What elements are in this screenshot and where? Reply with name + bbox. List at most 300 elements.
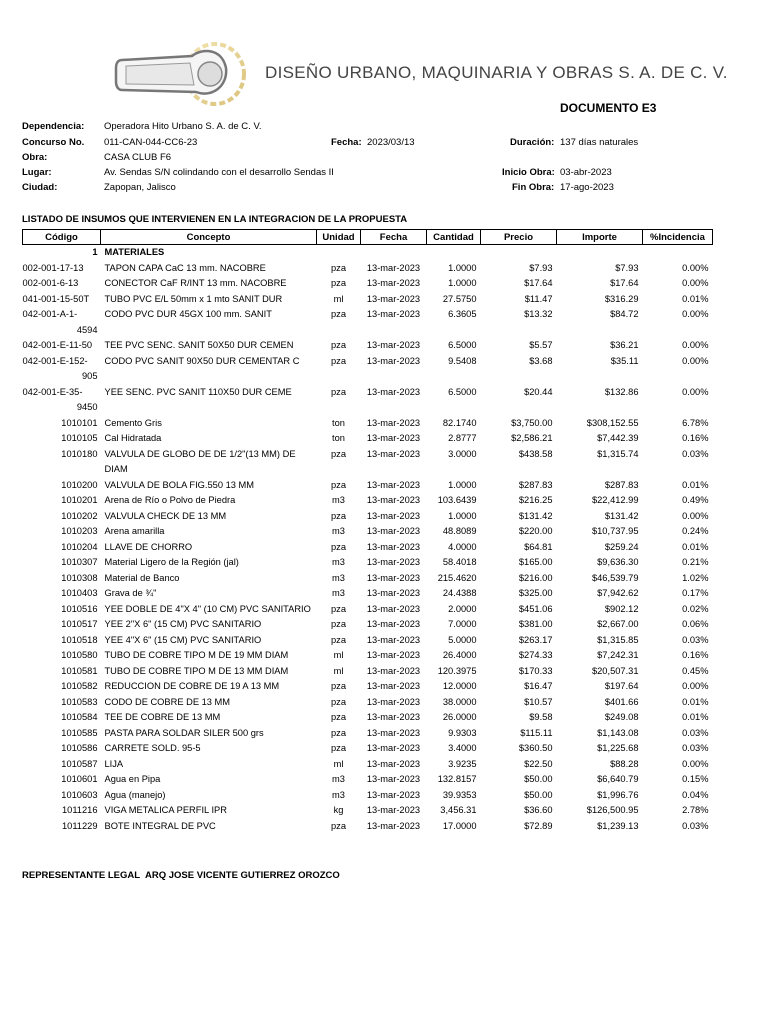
cell-fecha: 13-mar-2023 [366,417,421,428]
cell-unidad: pza [331,727,346,738]
col-header-incidencia: %Incidencia [643,230,713,245]
cell-cantidad: 2.0000 [448,603,477,614]
cell-precio: $220.00 [518,526,553,536]
code-text: 1010586 [61,743,98,753]
company-name: DISEÑO URBANO, MAQUINARIA Y OBRAS S. A. DE C. V. [265,63,728,82]
cell-importe: $401.66 [604,696,639,707]
cell-fecha: 13-mar-2023 [366,557,421,567]
code-text: 1010201 [61,495,98,505]
cell-concepto: Arena amarilla [104,526,165,536]
cell-incidencia: 0.00% [682,681,709,691]
cell-cantidad: 12.0000 [442,681,477,691]
cell-incidencia: 0.02% [682,603,709,614]
cell-precio: $451.06 [518,603,553,614]
cell-codigo [23,633,101,649]
ciudad-label: Ciudad: [22,182,58,193]
code-text: 1010601 [61,774,98,784]
company-logo [112,38,247,110]
cell-fecha: 13-mar-2023 [366,588,421,598]
cell-codigo [23,447,101,478]
cell-cantidad: 6.3605 [448,309,477,319]
obra-value: CASA CLUB F6 [104,152,172,163]
dependencia-label: Dependencia: [22,121,85,132]
cell-codigo [23,602,101,618]
cell-incidencia: 0.06% [682,619,709,629]
cell-cantidad: 4.0000 [448,541,477,552]
table-row [23,447,713,478]
cell-concepto: Agua (manejo) [104,789,166,800]
code-text: 1010518 [61,634,98,645]
table-row [23,757,713,773]
cell-codigo [23,540,101,556]
table-row [23,648,713,664]
cell-concepto: Cemento Gris [104,417,162,428]
cell-fecha: 13-mar-2023 [366,309,421,319]
code-text: 1010587 [61,758,98,769]
col-header-precio: Precio [481,230,557,245]
code-text: 042-001-E-152- [22,355,88,366]
cell-unidad: pza [331,309,346,319]
cell-unidad: pza [331,603,346,614]
cell-fecha: 13-mar-2023 [366,340,421,350]
cell-codigo [23,524,101,540]
duracion-label: Duración: [510,137,555,148]
cell-unidad: pza [331,619,346,629]
table-row [23,338,713,354]
fecha-label: Fecha: [331,137,362,148]
cell-unidad: pza [331,479,346,490]
cell-unidad: pza [331,712,346,722]
cell-precio: $325.00 [518,588,553,598]
cell-incidencia: 0.16% [682,433,709,443]
cell-incidencia: 0.00% [682,262,709,273]
table-row [23,416,713,432]
cell-unidad: ton [332,417,345,428]
cell-fecha: 13-mar-2023 [366,262,421,273]
cell-fecha: 13-mar-2023 [366,665,421,676]
cell-importe: $7,242.31 [597,650,639,660]
cell-concepto: Arena de Río o Polvo de Piedra [104,495,236,505]
cell-unidad: m3 [332,572,345,583]
cell-fecha: 13-mar-2023 [366,355,421,366]
cell-cantidad: 7.0000 [448,619,477,629]
code-text: 1010585 [61,727,98,738]
cell-concepto: TEE PVC SENC. SANIT 50X50 DUR CEMEN [104,340,294,350]
cell-incidencia: 0.00% [682,309,709,319]
cell-concepto: CODO PVC SANIT 90X50 DUR CEMENTAR C [104,355,300,366]
cell-incidencia: 0.00% [682,355,709,366]
table-row [23,726,713,742]
cell-cantidad: 38.0000 [442,696,477,707]
table-row [23,524,713,540]
cell-codigo [23,710,101,726]
cell-importe: $36.21 [610,340,639,350]
cell-precio: $5.57 [529,340,553,350]
col-header-concepto: Concepto [101,230,317,245]
code-continuation: 905 [81,371,98,381]
cell-concepto: Material Ligero de la Región (jal) [104,557,239,567]
cell-incidencia: 0.17% [682,588,709,598]
cell-fecha: 13-mar-2023 [366,572,421,583]
cell-importe: $7.93 [615,262,639,273]
dependencia-value: Operadora Hito Urbano S. A. de C. V. [104,121,262,132]
cell-incidencia: 0.00% [682,758,709,769]
cell-precio: $274.33 [518,650,553,660]
code-continuation: 9450 [76,402,98,412]
cell-importe: $88.28 [610,758,639,769]
lugar-label: Lugar: [22,167,52,178]
cell-fecha: 13-mar-2023 [366,541,421,552]
cell-incidencia: 0.00% [682,278,709,288]
code-continuation: 4594 [76,324,98,335]
table-row [23,354,713,385]
table-row [23,385,713,416]
cell-importe: $132.86 [604,386,639,397]
cell-codigo [23,788,101,804]
cell-cantidad: 9.5408 [448,355,477,366]
cell-concepto: Grava de ¾" [104,588,157,598]
cell-precio: $216.25 [518,495,553,505]
cell-cantidad: 17.0000 [442,820,477,831]
cell-concepto: VALVULA CHECK DE 13 MM [104,510,227,521]
cell-incidencia: 0.00% [682,340,709,350]
cell-cantidad: 215.4620 [437,572,477,583]
col-header-importe: Importe [557,230,643,245]
cell-precio: $72.89 [524,820,553,831]
cell-cantidad: 132.8157 [437,774,477,784]
col-header-codigo: Código [23,230,101,245]
cell-unidad: pza [331,278,346,288]
cell-incidencia: 0.49% [682,495,709,505]
cell-unidad: m3 [332,774,345,784]
code-text: 1010200 [61,479,98,490]
cell-concepto: Agua en Pipa [104,774,161,784]
cell-unidad: pza [331,510,346,521]
cell-incidencia: 0.45% [682,665,709,676]
cell-cantidad: 5.0000 [448,634,477,645]
code-text: 1010204 [61,541,98,552]
cell-importe: $1,239.13 [597,820,639,831]
cell-codigo [23,338,101,354]
cell-fecha: 13-mar-2023 [366,495,421,505]
cell-unidad: pza [331,386,346,397]
cell-concepto: Cal Hidratada [104,433,162,443]
cell-concepto: TUBO PVC E/L 50mm x 1 mto SANIT DUR [104,293,283,304]
cell-cantidad: 82.1740 [442,417,477,428]
cell-fecha: 13-mar-2023 [366,619,421,629]
lugar-value: Av. Sendas S/N colindando con el desarrollo Sendas II [104,167,334,178]
table-header-row [23,230,713,245]
cell-unidad: m3 [332,588,345,598]
cell-importe: $131.42 [604,510,639,521]
cell-concepto: TAPON CAPA CaC 13 mm. NACOBRE [104,262,266,273]
code-text: 1010180 [61,448,98,459]
cell-unidad: ton [332,433,345,443]
cell-cantidad: 1.0000 [448,510,477,521]
code-text: 1010308 [61,572,98,583]
cell-incidencia: 0.03% [682,727,709,738]
cell-codigo [23,307,101,338]
cell-unidad: pza [331,634,346,645]
cell-cantidad: 58.4018 [442,557,477,567]
table-row [23,803,713,819]
cell-concepto: REDUCCION DE COBRE DE 19 A 13 MM [104,681,280,691]
table-row [23,478,713,494]
cell-importe: $1,996.76 [597,789,639,800]
cell-concepto: CODO DE COBRE DE 13 MM [104,696,231,707]
cell-incidencia: 0.01% [682,479,709,490]
cell-precio: $22.50 [524,758,553,769]
cell-concepto: VIGA METALICA PERFIL IPR [104,805,227,815]
group-row [23,245,713,261]
cell-incidencia: 0.04% [682,789,709,800]
cell-importe: $902.12 [604,603,639,614]
cell-precio: $381.00 [518,619,553,629]
cell-importe: $249.08 [604,712,639,722]
cell-fecha: 13-mar-2023 [366,479,421,490]
cell-cantidad: 1.0000 [448,278,477,288]
col-header-fecha: Fecha [361,230,427,245]
cell-fecha: 13-mar-2023 [366,433,421,443]
cell-codigo [23,803,101,819]
table-row [23,261,713,277]
cell-concepto: YEE 2"X 6" (15 CM) PVC SANITARIO [104,619,262,629]
legal-representative-label: REPRESENTANTE LEGAL [22,870,141,881]
cell-unidad: ml [333,665,344,676]
cell-fecha: 13-mar-2023 [366,712,421,722]
cell-concepto: Material de Banco [104,572,180,583]
cell-precio: $287.83 [518,479,553,490]
col-header-cantidad: Cantidad [427,230,481,245]
code-text: 1010584 [61,712,98,722]
table-row [23,819,713,835]
cell-precio: $16.47 [524,681,553,691]
code-text: 1010583 [61,696,98,707]
code-text: 1010202 [61,510,98,521]
table-row [23,571,713,587]
code-text: 1010603 [61,789,98,800]
table-row [23,602,713,618]
cell-cantidad: 1.0000 [448,262,477,273]
cell-fecha: 13-mar-2023 [366,696,421,707]
cell-unidad: m3 [332,789,345,800]
cell-unidad: ml [333,650,344,660]
cell-cantidad: 120.3975 [437,665,477,676]
cell-importe: $17.64 [610,278,639,288]
cell-incidencia: 0.01% [682,541,709,552]
cell-precio: $36.60 [524,805,553,815]
cell-incidencia: 0.03% [682,820,709,831]
cell-concepto: BOTE INTEGRAL DE PVC [104,820,216,831]
cell-fecha: 13-mar-2023 [366,743,421,753]
cell-unidad: pza [331,681,346,691]
cell-precio: $131.42 [518,510,553,521]
table-row [23,509,713,525]
table-row [23,617,713,633]
cell-codigo [23,586,101,602]
cell-cantidad: 26.4000 [442,650,477,660]
cell-incidencia: 2.78% [682,805,709,815]
cell-fecha: 13-mar-2023 [366,805,421,815]
cell-importe: $22,412.99 [591,495,639,505]
cell-precio: $9.58 [529,712,553,722]
cell-incidencia: 0.16% [682,650,709,660]
cell-precio: $17.64 [524,278,553,288]
table-row [23,741,713,757]
cell-importe: $1,315.74 [597,448,639,459]
cell-fecha: 13-mar-2023 [366,510,421,521]
code-text: 002-001-6-13 [22,278,79,288]
cell-unidad: m3 [332,557,345,567]
cell-importe: $316.29 [604,293,639,304]
cell-codigo [23,695,101,711]
cell-importe: $10,737.95 [591,526,639,536]
cell-incidencia: 0.01% [682,696,709,707]
cell-fecha: 13-mar-2023 [366,526,421,536]
cell-unidad: pza [331,743,346,753]
cell-importe: $35.11 [610,355,639,366]
cell-fecha: 13-mar-2023 [366,293,421,304]
cell-cantidad: 103.6439 [437,495,477,505]
cell-unidad: ml [333,293,344,304]
cell-fecha: 13-mar-2023 [366,634,421,645]
cell-cantidad: 6.5000 [448,386,477,397]
cell-codigo [23,555,101,571]
cell-importe: $308,152.55 [586,417,639,428]
code-text: 1010307 [61,557,98,567]
cell-importe: $84.72 [610,309,639,319]
cell-unidad: kg [333,805,344,815]
table-row [23,695,713,711]
table-row [23,710,713,726]
cell-codigo [23,431,101,447]
cell-concepto: YEE DOBLE DE 4"X 4" (10 CM) PVC SANITARIO [104,603,311,614]
ciudad-value: Zapopan, Jalisco [104,182,176,193]
code-text: 1010581 [61,665,98,676]
code-text: 002-001-17-13 [22,262,84,273]
code-text: 1010582 [61,681,98,691]
cell-cantidad: 9.9303 [448,727,477,738]
cell-cantidad: 27.5750 [442,293,477,304]
table-row [23,679,713,695]
cell-concepto: CARRETE SOLD. 95-5 [104,743,201,753]
code-text: 1010516 [61,603,98,614]
cell-unidad: pza [331,541,346,552]
cell-codigo [23,292,101,308]
cell-precio: $170.33 [518,665,553,676]
cell-precio: $10.57 [524,696,553,707]
cell-importe: $287.83 [604,479,639,490]
cell-concepto: VALVULA DE BOLA FIG.550 13 MM [104,479,255,490]
table-row [23,307,713,338]
cell-concepto: TUBO DE COBRE TIPO M DE 13 MM DIAM [104,665,289,676]
cell-concepto: CODO PVC DUR 45GX 100 mm. SANIT [104,309,272,319]
cell-codigo [23,741,101,757]
code-text: 1011216 [61,805,98,815]
cell-fecha: 13-mar-2023 [366,278,421,288]
cell-cantidad: 39.9353 [442,789,477,800]
cell-codigo [23,664,101,680]
cell-incidencia: 0.15% [682,774,709,784]
cell-codigo [23,757,101,773]
cell-unidad: pza [331,355,346,366]
code-text: 1010105 [61,433,98,443]
cell-unidad: pza [331,262,346,273]
cell-concepto: TUBO DE COBRE TIPO M DE 19 MM DIAM [104,650,289,660]
cell-unidad: pza [331,820,346,831]
cell-precio: $438.58 [518,448,553,459]
cell-importe: $1,225.68 [597,743,639,753]
legal-representative-name: ARQ JOSE VICENTE GUTIERREZ OROZCO [145,870,340,881]
cell-incidencia: 0.03% [682,448,709,459]
cell-importe: $197.64 [604,681,639,691]
cell-fecha: 13-mar-2023 [366,727,421,738]
cell-precio: $50.00 [524,789,553,800]
cell-codigo [23,571,101,587]
cell-precio: $115.11 [520,727,553,738]
cell-cantidad: 26.0000 [442,712,477,722]
cell-precio: $3,750.00 [511,417,553,428]
table-row [23,493,713,509]
cell-codigo [23,493,101,509]
cell-fecha: 13-mar-2023 [366,448,421,459]
cell-cantidad: 3.0000 [448,448,477,459]
cell-precio: $20.44 [524,386,553,397]
cell-fecha: 13-mar-2023 [366,774,421,784]
cell-importe: $1,143.08 [597,727,639,738]
fecha-value: 2023/03/13 [367,137,415,148]
table-row [23,431,713,447]
cell-importe: $126,500.95 [586,805,639,815]
inicio-obra-label: Inicio Obra: [502,167,555,178]
cell-concepto: TEE DE COBRE DE 13 MM [104,712,221,722]
cell-fecha: 13-mar-2023 [366,681,421,691]
cell-precio: $13.32 [524,309,553,319]
cell-codigo [23,478,101,494]
cell-fecha: 13-mar-2023 [366,386,421,397]
cell-unidad: pza [331,696,346,707]
cell-unidad: pza [331,448,346,459]
cell-codigo [23,772,101,788]
table-row [23,540,713,556]
cell-codigo [23,617,101,633]
cell-importe: $6,640.79 [597,774,639,784]
cell-cantidad: 3,456.31 [440,805,477,815]
code-text: 1010101 [61,417,98,428]
cell-precio: $360.50 [518,743,553,753]
cell-cantidad: 3.9235 [448,758,477,769]
obra-label: Obra: [22,152,48,163]
fin-obra-label: Fin Obra: [512,182,555,193]
cell-unidad: m3 [332,526,345,536]
cell-fecha: 13-mar-2023 [366,758,421,769]
section-title: LISTADO DE INSUMOS QUE INTERVIENEN EN LA INTEGRACION DE LA PROPUESTA [22,214,408,225]
code-text: 1010203 [61,526,98,536]
document-title: DOCUMENTO E3 [560,101,657,115]
cell-codigo [23,385,101,416]
cell-incidencia: 1.02% [682,572,709,583]
cell-cantidad: 2.8777 [448,433,477,443]
cell-unidad: pza [331,340,346,350]
cell-precio: $64.81 [524,541,553,552]
cell-incidencia: 0.00% [682,510,709,521]
cell-concepto: LIJA [104,758,124,769]
cell-cantidad: 1.0000 [448,479,477,490]
insumos-table [22,229,713,834]
code-text: 1011229 [61,820,98,831]
table-row [23,772,713,788]
legal-representative [22,870,340,881]
